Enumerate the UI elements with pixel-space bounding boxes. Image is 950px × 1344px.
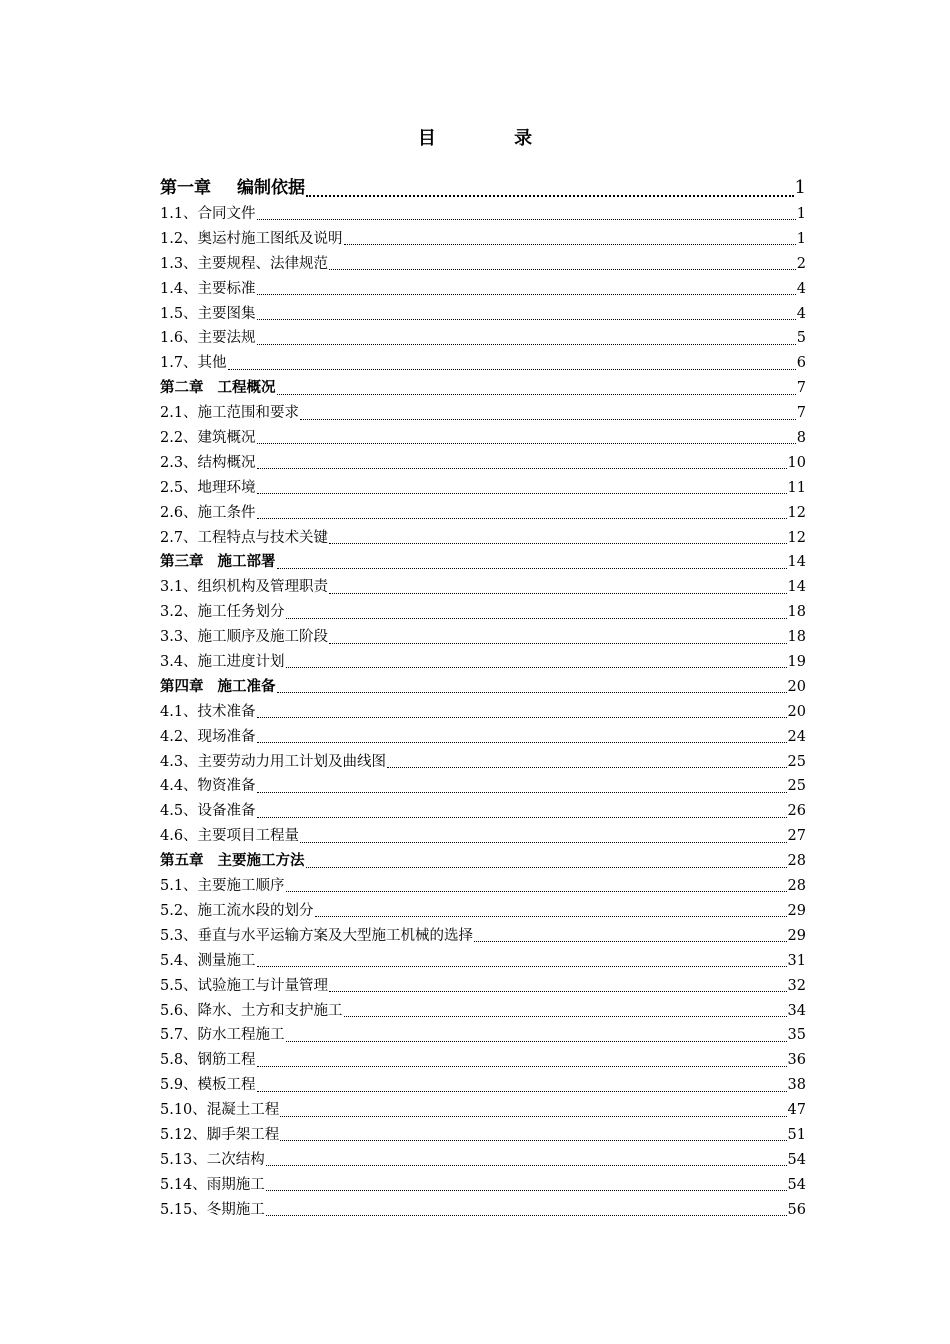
- toc-entry-number: 2.6、施工条件: [160, 504, 256, 521]
- toc-entry-number: 5.14、雨期施工: [160, 1176, 265, 1193]
- toc-entry-label: [160, 302, 256, 323]
- toc-entry-number: 5.1、主要施工顺序: [160, 878, 285, 895]
- dot-leader: [344, 1014, 787, 1017]
- toc-page-number: 32: [787, 977, 806, 994]
- toc-entry-number: 5.7、防水工程施工: [160, 1027, 285, 1044]
- toc-page-number: 18: [787, 629, 806, 646]
- toc-section-entry[interactable]: [160, 252, 806, 277]
- toc-entry-number: 5.10、混凝土工程: [160, 1102, 280, 1119]
- dot-leader: [257, 516, 787, 519]
- toc-entry-number: 2.1、施工范围和要求: [160, 405, 300, 422]
- toc-entry-label: [160, 526, 328, 547]
- toc-section-entry[interactable]: [160, 501, 806, 526]
- toc-section-entry[interactable]: [160, 401, 806, 426]
- toc-chapter-entry[interactable]: [160, 550, 806, 575]
- dot-leader: [257, 491, 787, 494]
- toc-chapter-entry[interactable]: [160, 675, 806, 700]
- toc-entry-label: [160, 949, 256, 970]
- toc-entry-number: 1.7、其他: [160, 355, 227, 372]
- toc-page-number: 29: [787, 927, 806, 944]
- toc-entry-label: [160, 1098, 279, 1119]
- toc-section-entry[interactable]: [160, 202, 806, 227]
- toc-entry-number: 1.1、合同文件: [160, 206, 256, 222]
- dot-leader: [329, 641, 786, 644]
- toc-page-number: 29: [787, 902, 806, 919]
- toc-page-number: 31: [787, 952, 806, 969]
- toc-page-number: 35: [787, 1027, 806, 1044]
- toc-page-number: 12: [787, 504, 806, 521]
- toc-section-entry[interactable]: [160, 476, 806, 501]
- toc-section-entry[interactable]: [160, 1023, 806, 1048]
- toc-page-number: 34: [787, 1002, 806, 1019]
- toc-entry-label: [160, 700, 256, 721]
- toc-page-number: 10: [787, 454, 806, 471]
- toc-section-entry[interactable]: [160, 302, 806, 327]
- dot-leader: [286, 889, 787, 892]
- dot-leader: [257, 342, 796, 345]
- toc-entry-label: [160, 1123, 279, 1144]
- toc-page-number: 7: [796, 405, 806, 422]
- toc-section-entry[interactable]: [160, 774, 806, 799]
- toc-entry-number: 第二章: [160, 379, 204, 397]
- toc-entry-heading: 主要施工方法: [217, 852, 305, 870]
- toc-entry-label: [160, 750, 386, 771]
- toc-page-number: 4: [796, 305, 806, 322]
- toc-section-entry[interactable]: [160, 974, 806, 999]
- toc-page-number: 24: [787, 728, 806, 745]
- toc-section-entry[interactable]: [160, 799, 806, 824]
- toc-page-number: 38: [787, 1077, 806, 1094]
- toc-entry-label: [160, 849, 305, 870]
- toc-section-entry[interactable]: [160, 451, 806, 476]
- toc-page-number: 1: [796, 206, 806, 222]
- dot-leader: [300, 840, 786, 843]
- toc-entry-label: [160, 501, 256, 522]
- toc-entry-number: 3.4、施工进度计划: [160, 654, 285, 671]
- toc-section-entry[interactable]: [160, 277, 806, 302]
- toc-section-entry[interactable]: [160, 625, 806, 650]
- toc-entry-number: 2.7、工程特点与技术关键: [160, 529, 329, 546]
- toc-entry-label: [160, 426, 256, 447]
- dot-leader: [344, 242, 796, 245]
- toc-entry-number: 2.5、地理环境: [160, 479, 256, 496]
- toc-page-number: 7: [796, 380, 806, 397]
- toc-entry-number: 3.3、施工顺序及施工阶段: [160, 629, 329, 646]
- dot-leader: [257, 740, 787, 743]
- toc-section-entry[interactable]: [160, 600, 806, 625]
- toc-entry-label: [160, 550, 276, 571]
- toc-section-entry[interactable]: [160, 351, 806, 376]
- toc-page-number: 14: [787, 579, 806, 596]
- toc-entry-label: [160, 774, 256, 795]
- toc-section-entry[interactable]: [160, 1148, 806, 1173]
- toc-entry-number: 第一章: [160, 178, 211, 198]
- dot-leader: [280, 1114, 786, 1117]
- toc-page-number: 27: [787, 828, 806, 845]
- dot-leader: [257, 317, 796, 320]
- toc-entry-heading: 工程概况: [217, 379, 276, 397]
- dot-leader: [257, 815, 787, 818]
- toc-chapter-entry[interactable]: [160, 173, 806, 202]
- dot-leader: [228, 367, 796, 370]
- toc-entry-label: [160, 924, 473, 945]
- dot-leader: [286, 665, 787, 668]
- toc-entry-number: 4.2、现场准备: [160, 728, 256, 745]
- toc-entry-number: 5.15、冬期施工: [160, 1201, 265, 1218]
- toc-entry-number: 3.1、组织机构及管理职责: [160, 579, 329, 596]
- toc-page-number: 25: [787, 778, 806, 795]
- toc-entry-number: 5.12、脚手架工程: [160, 1126, 280, 1143]
- toc-page-number: 54: [787, 1151, 806, 1168]
- toc-section-entry[interactable]: [160, 650, 806, 675]
- toc-page-number: 12: [787, 529, 806, 546]
- toc-entry-label: [160, 1173, 265, 1194]
- toc-page-number: 19: [787, 654, 806, 671]
- toc-page-number: 26: [787, 803, 806, 820]
- toc-section-entry[interactable]: [160, 326, 806, 351]
- toc-section-entry[interactable]: [160, 1048, 806, 1073]
- toc-entry-number: 3.2、施工任务划分: [160, 604, 285, 621]
- toc-entry-number: 4.4、物资准备: [160, 778, 256, 795]
- toc-entry-number: 4.1、技术准备: [160, 703, 256, 720]
- toc-page-number: 25: [787, 753, 806, 770]
- toc-entry-label: [160, 874, 285, 895]
- toc-page-number: 51: [787, 1126, 806, 1143]
- toc-entry-number: 5.13、二次结构: [160, 1151, 265, 1168]
- toc-section-entry[interactable]: [160, 1073, 806, 1098]
- toc-entry-heading: 编制依据: [237, 178, 305, 198]
- toc-page-number: 14: [787, 554, 806, 571]
- dot-leader: [329, 989, 786, 992]
- toc-entry-label: [160, 799, 256, 820]
- dot-leader: [329, 267, 796, 270]
- toc-page-number: 28: [787, 853, 806, 870]
- toc-entry-label: [160, 1148, 265, 1169]
- toc-entry-number: 5.2、施工流水段的划分: [160, 902, 314, 919]
- dot-leader: [306, 865, 787, 868]
- toc-entry-heading: 施工准备: [217, 677, 276, 695]
- toc-section-entry[interactable]: [160, 575, 806, 600]
- toc-page-number: 11: [787, 479, 806, 496]
- toc-section-entry[interactable]: [160, 949, 806, 974]
- toc-page-number: 4: [796, 280, 806, 297]
- dot-leader: [257, 217, 796, 220]
- toc-entry-number: 1.3、主要规程、法律规范: [160, 255, 329, 272]
- toc-entry-label: [160, 625, 328, 646]
- dot-leader: [286, 616, 787, 619]
- dot-leader: [257, 1064, 787, 1067]
- toc-section-entry[interactable]: [160, 874, 806, 899]
- toc-entry-number: 2.2、建筑概况: [160, 430, 256, 447]
- toc-entry-number: 第四章: [160, 677, 204, 695]
- toc-title: 目 录: [417, 128, 569, 149]
- toc-entry-number: 4.6、主要项目工程量: [160, 828, 300, 845]
- toc-section-entry[interactable]: [160, 824, 806, 849]
- toc-entry-number: 5.9、模板工程: [160, 1077, 256, 1094]
- dot-leader: [257, 466, 787, 469]
- toc-entry-label: [160, 376, 276, 397]
- toc-entry-label: [160, 999, 343, 1020]
- toc-section-entry[interactable]: [160, 924, 806, 949]
- toc-page-number: 56: [787, 1201, 806, 1218]
- dot-leader: [257, 441, 796, 444]
- toc-entry-number: 5.5、试验施工与计量管理: [160, 977, 329, 994]
- dot-leader: [257, 964, 787, 967]
- toc-page-number: 20: [787, 678, 806, 695]
- toc-entry-label: [160, 277, 256, 298]
- toc-entry-number: 1.5、主要图集: [160, 305, 256, 322]
- dot-leader: [277, 392, 796, 395]
- dot-leader: [280, 1138, 786, 1141]
- dot-leader: [266, 1163, 787, 1166]
- toc-section-entry[interactable]: [160, 1123, 806, 1148]
- toc-entry-number: 第三章: [160, 553, 204, 571]
- dot-leader: [306, 193, 794, 197]
- toc-section-entry[interactable]: [160, 1198, 806, 1223]
- toc-entry-number: 1.6、主要法规: [160, 330, 256, 347]
- toc-page-number: 6: [796, 355, 806, 372]
- toc-page-number: 36: [787, 1052, 806, 1069]
- toc-entry-number: 5.8、钢筋工程: [160, 1052, 256, 1069]
- dot-leader: [329, 591, 786, 594]
- toc-page-number: 20: [787, 703, 806, 720]
- toc-entry-number: 4.3、主要劳动力用工计划及曲线图: [160, 753, 387, 770]
- dot-leader: [257, 790, 787, 793]
- toc-entry-label: [160, 1023, 285, 1044]
- dot-leader: [266, 1188, 787, 1191]
- toc-entry-label: [160, 401, 299, 422]
- dot-leader: [277, 566, 787, 569]
- dot-leader: [474, 939, 786, 942]
- toc-entry-label: [160, 202, 256, 223]
- dot-leader: [315, 914, 787, 917]
- dot-leader: [257, 715, 787, 718]
- toc-entry-heading: 施工部署: [217, 553, 276, 571]
- toc-section-entry[interactable]: [160, 1098, 806, 1123]
- dot-leader: [300, 417, 796, 420]
- toc-entry-label: [160, 1198, 265, 1219]
- toc-page-number: 5: [796, 330, 806, 347]
- toc-page-number: 28: [787, 878, 806, 895]
- toc-entry-label: [160, 351, 227, 372]
- toc-entry-label: [160, 650, 285, 671]
- toc-page-number: 54: [787, 1176, 806, 1193]
- toc-entry-label: [160, 252, 328, 273]
- dot-leader: [266, 1213, 787, 1216]
- toc-entry-label: [160, 575, 328, 596]
- toc-entry-number: 5.6、降水、土方和支护施工: [160, 1002, 343, 1019]
- toc-entry-label: [160, 974, 328, 995]
- toc-chapter-entry[interactable]: [160, 376, 806, 401]
- toc-section-entry[interactable]: [160, 899, 806, 924]
- toc-section-entry[interactable]: [160, 750, 806, 775]
- toc-section-entry[interactable]: [160, 999, 806, 1024]
- toc-entry-number: 5.3、垂直与水平运输方案及大型施工机械的选择: [160, 927, 474, 944]
- toc-entry-number: 1.4、主要标准: [160, 280, 256, 297]
- toc-entry-label: [160, 227, 343, 248]
- toc-section-entry[interactable]: [160, 526, 806, 551]
- toc-entry-number: 4.5、设备准备: [160, 803, 256, 820]
- toc-entry-label: [160, 476, 256, 497]
- toc-page-number: 1: [796, 230, 806, 247]
- toc-entry-label: [160, 824, 299, 845]
- toc-entry-number: 2.3、结构概况: [160, 454, 256, 471]
- toc-entry-label: [160, 600, 285, 621]
- toc-entry-label: [160, 1073, 256, 1094]
- dot-leader: [329, 541, 786, 544]
- dot-leader: [277, 690, 787, 693]
- toc-entry-label: [160, 173, 305, 198]
- toc-entry-label: [160, 326, 256, 347]
- toc-entry-number: 第五章: [160, 852, 204, 870]
- toc-section-entry[interactable]: [160, 725, 806, 750]
- toc-page-number: 8: [796, 430, 806, 447]
- dot-leader: [257, 1089, 787, 1092]
- toc-entry-label: [160, 675, 276, 696]
- table-of-contents: [160, 173, 806, 1223]
- toc-entry-number: 5.4、测量施工: [160, 952, 256, 969]
- toc-entry-label: [160, 725, 256, 746]
- toc-section-entry[interactable]: [160, 426, 806, 451]
- toc-page-number: 47: [787, 1102, 806, 1119]
- toc-page-number: 2: [796, 255, 806, 272]
- toc-section-entry[interactable]: [160, 700, 806, 725]
- toc-entry-label: [160, 451, 256, 472]
- toc-page-number: 1: [794, 177, 806, 198]
- toc-section-entry[interactable]: [160, 227, 806, 252]
- dot-leader: [387, 765, 786, 768]
- toc-chapter-entry[interactable]: [160, 849, 806, 874]
- dot-leader: [286, 1039, 787, 1042]
- toc-entry-number: 1.2、奥运村施工图纸及说明: [160, 230, 343, 247]
- dot-leader: [257, 292, 796, 295]
- toc-page-number: 18: [787, 604, 806, 621]
- toc-entry-label: [160, 1048, 256, 1069]
- toc-entry-label: [160, 899, 314, 920]
- toc-section-entry[interactable]: [160, 1173, 806, 1198]
